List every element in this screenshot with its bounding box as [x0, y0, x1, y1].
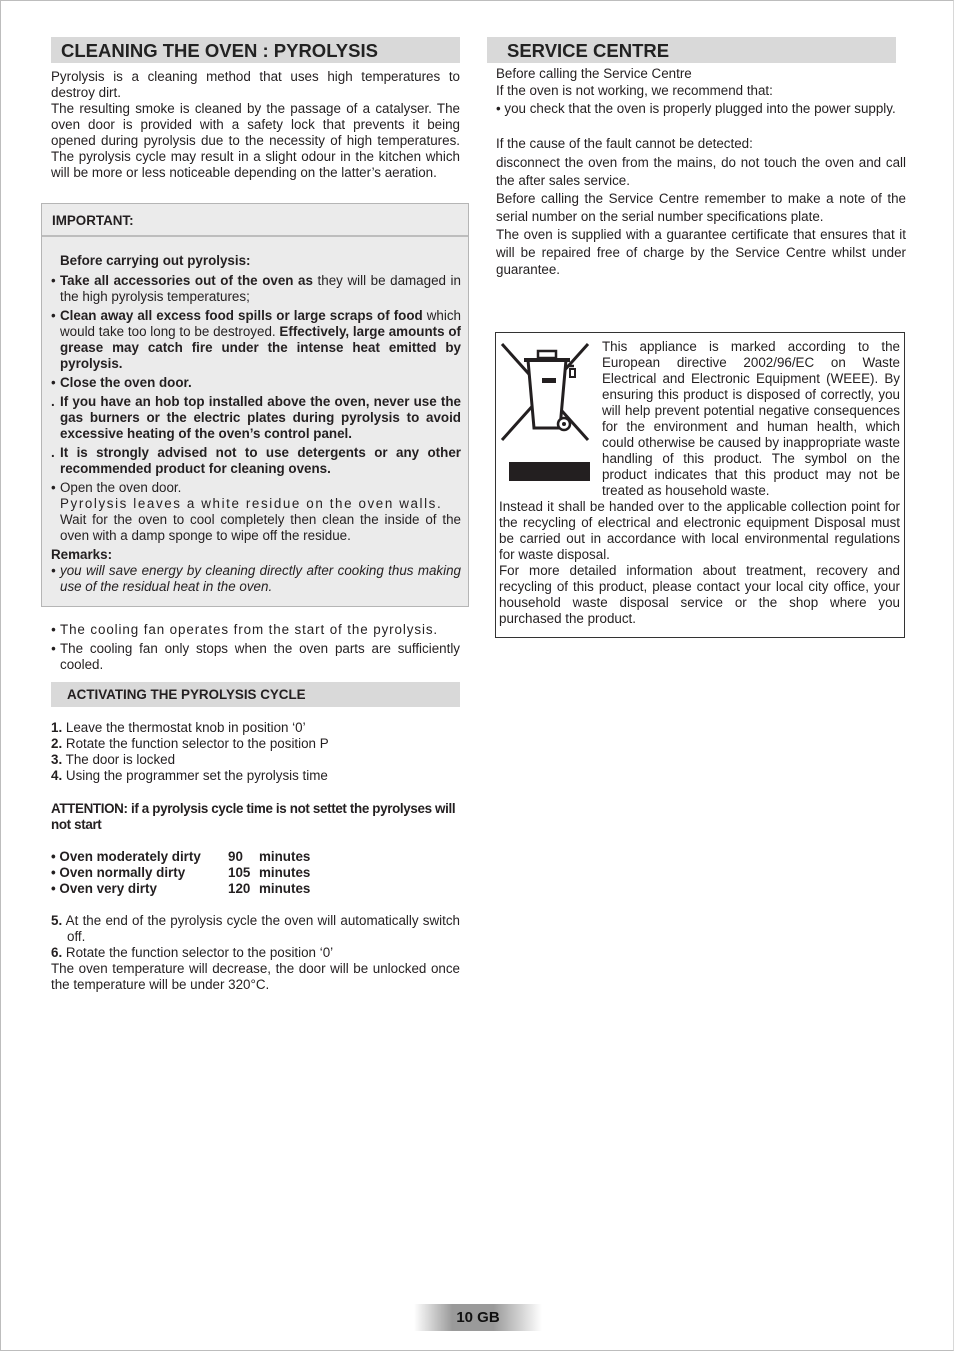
- service-p3: • you check that the oven is properly plugged into the power supply.: [496, 101, 896, 116]
- steps-list: [51, 720, 460, 784]
- cooling-fan-notes: [51, 622, 460, 676]
- important-item-accessories: • Take all accessories out of the oven as they will be damaged in the high pyrolysis temperatures;: [51, 273, 461, 304]
- important-box: [41, 203, 469, 607]
- crossed-out-wheelie-bin-icon: [500, 338, 592, 486]
- section-title-pyrolysis: CLEANING THE OVEN : PYROLYSIS: [51, 37, 460, 63]
- weee-paragraph-collection: Instead it shall be handed over to the applicable collection point for the recycling of electrical and electronic equipment Disposal must be carried out in accordance with local environmental regulations for waste disposal.: [499, 499, 900, 562]
- remarks-heading: Remarks:: [51, 547, 113, 562]
- step-1: 1. Leave the thermostat knob in position ‘0’: [51, 720, 306, 735]
- subtitle-activating: ACTIVATING THE PYROLYSIS CYCLE: [51, 682, 460, 707]
- dirt-level-table: [51, 849, 460, 897]
- step-5: 5. At the end of the pyrolysis cycle the oven will automatically switch off.: [51, 913, 460, 944]
- service-p6: Before calling the Service Centre remember to make a note of the serial number on the serial number specifications plate.: [496, 191, 906, 224]
- important-item-hob-top: . If you have an hob top installed above the oven, never use the gas burners or the electric plates during pyrolysis to avoid excessive heating of the oven’s control panel.: [51, 394, 461, 441]
- service-p1: Before calling the Service Centre: [496, 66, 692, 81]
- step-2: 2. Rotate the function selector to the position P: [51, 736, 329, 751]
- pyrolysis-intro: [51, 69, 460, 181]
- section-title-service: SERVICE CENTRE: [487, 37, 896, 63]
- dirt-label-moderate: • Oven moderately dirty: [51, 849, 201, 864]
- important-item-detergents: . It is strongly advised not to use detergents or any other recommended product for cleaning ovens.: [51, 445, 461, 476]
- weee-paragraph-information: For more detailed information about treatment, recovery and recycling of this product, please contact your local city office, your household waste disposal service or the shop where you purchased the product.: [499, 563, 900, 626]
- dirt-unit-moderate: minutes: [259, 849, 311, 864]
- dirt-value-moderate: 90: [228, 849, 243, 864]
- step-6: 6. Rotate the function selector to the position ‘0’: [51, 945, 334, 960]
- service-p4: If the cause of the fault cannot be detected:: [496, 136, 753, 151]
- service-p2: If the oven is not working, we recommend that:: [496, 83, 773, 98]
- fan-note-1: • The cooling fan operates from the start of the pyrolysis.: [51, 622, 439, 637]
- dirt-label-very: • Oven very dirty: [51, 881, 157, 896]
- dirt-unit-very: minutes: [259, 881, 311, 896]
- intro-paragraph-2: The resulting smoke is cleaned by the passage of a catalyser. The oven door is provided with a safety lock that prevents it being opened during pyrolysis due to the necessity of high temperatures. The pyrolysis cycle may result in a slight odour in the kitchen which will be more or less noticeable depending on the latter’s aeration.: [51, 101, 460, 180]
- remark-item: • you will save energy by cleaning directly after cooking thus making use of the residual heat in the oven.: [51, 563, 461, 594]
- temperature-note: The oven temperature will decrease, the door will be unlocked once the temperature will be under 320°C.: [51, 961, 460, 992]
- important-body: [51, 253, 461, 598]
- fan-note-2: • The cooling fan only stops when the oven parts are sufficiently cooled.: [51, 641, 460, 672]
- step-4: 4. Using the programmer set the pyrolysis time: [51, 768, 328, 783]
- before-pyrolysis-heading: Before carrying out pyrolysis:: [60, 253, 251, 268]
- service-p5: disconnect the oven from the mains, do not touch the oven and call the after sales service.: [496, 155, 906, 188]
- weee-text-bottom: [499, 499, 900, 627]
- service-text: [496, 66, 906, 279]
- weee-text-top: This appliance is marked according to the European directive 2002/96/EC on Waste Electrical and Electronic Equipment (WEEE). By ensuring this product is disposed of correctly, you will help prevent potential negative consequences for the environment and human health, which could otherwise be caused by inappropriate waste handling of this product. The symbol on the product indicates that this product may not be treated as household waste.: [602, 339, 900, 498]
- dirt-value-very: 120: [228, 881, 251, 896]
- dirt-value-normal: 105: [228, 865, 251, 880]
- attention-note: ATTENTION: if a pyrolysis cycle time is not settet the pyrolyses will not start: [51, 801, 456, 832]
- service-p7: The oven is supplied with a guarantee certificate that ensures that it will be repaired free of charge by the Service Centre whilst under guarantee.: [496, 227, 906, 277]
- activating-section: [51, 682, 460, 707]
- dirt-label-normal: • Oven normally dirty: [51, 865, 186, 880]
- page-number: 10 GB: [414, 1304, 542, 1331]
- intro-paragraph-1: Pyrolysis is a cleaning method that uses high temperatures to destroy dirt.: [51, 69, 460, 100]
- step-3: 3. The door is locked: [51, 752, 176, 767]
- left-column: [51, 37, 460, 63]
- right-column-header: [487, 37, 896, 63]
- important-item-open-door: • Open the oven door. Pyrolysis leaves a white residue on the oven walls. Wait for the oven to cool completely then clean the inside of the oven with a damp sponge to wipe off the residue.: [51, 480, 461, 543]
- important-item-close-door: • Close the oven door.: [51, 375, 192, 390]
- important-item-food-spills: • Clean away all excess food spills or large scraps of food which would take too long to be destroyed. Effectively, large amounts of grease may catch fire under the intense heat emitted by pyrolysis.: [51, 308, 461, 371]
- important-heading: IMPORTANT:: [42, 204, 468, 237]
- final-steps: [51, 913, 460, 993]
- dirt-unit-normal: minutes: [259, 865, 311, 880]
